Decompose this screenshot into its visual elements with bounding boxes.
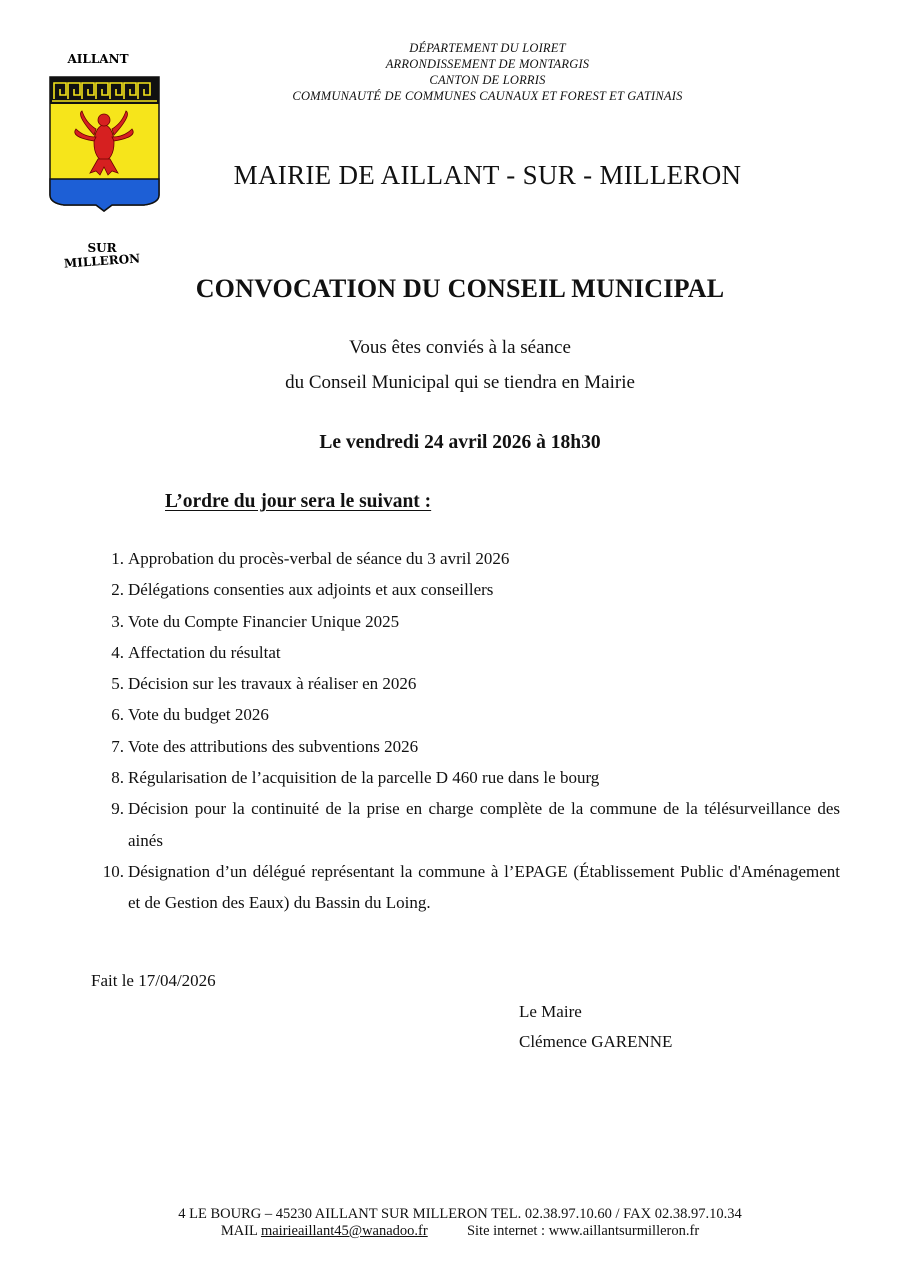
header-communaute: COMMUNAUTÉ DE COMMUNES CAUNAUX ET FOREST ET GATINAIS <box>292 89 683 103</box>
agenda-item <box>92 699 840 730</box>
agenda-item-text: Décision pour la continuité de la prise en charge complète de la commune de la télésurveillance des ainés <box>128 799 840 850</box>
intro-line-2: du Conseil Municipal qui se tiendra en Mairie <box>285 372 635 393</box>
agenda-item <box>92 793 840 856</box>
signature-name: Clémence GARENNE <box>519 1032 673 1051</box>
agenda-item <box>92 731 840 762</box>
agenda-item-number: 5. <box>111 674 124 694</box>
agenda-item <box>92 856 840 919</box>
document-title: CONVOCATION DU CONSEIL MUNICIPAL <box>195 274 725 303</box>
coat-of-arms <box>40 45 170 275</box>
footer-website: Site internet : www.aillantsurmilleron.fr <box>466 1223 700 1239</box>
agenda-item-text: Approbation du procès-verbal de séance du 3 avril 2026 <box>128 549 510 568</box>
agenda-item-text: Décision sur les travaux à réaliser en 2026 <box>128 674 417 694</box>
agenda-item-text: Délégations consenties aux adjoints et aux conseillers <box>128 580 494 600</box>
agenda-item <box>92 574 840 605</box>
agenda-item-number: 10. <box>102 861 124 881</box>
mairie-title: MAIRIE DE AILLANT - SUR - MILLERON <box>233 160 742 190</box>
header-departement: DÉPARTEMENT DU LOIRET <box>409 41 566 55</box>
shield-base <box>50 179 159 211</box>
agenda-item <box>92 668 840 699</box>
intro-line-1: Vous êtes conviés à la séance <box>349 337 571 358</box>
agenda-heading: L’ordre du jour sera le suivant : <box>165 491 432 512</box>
header-arrondissement: ARRONDISSEMENT DE MONTARGIS <box>385 57 590 71</box>
agenda-item-text: Vote du budget 2026 <box>128 705 269 725</box>
agenda-item-text: Affectation du résultat <box>128 642 281 662</box>
agenda-item-text: Régularisation de l’acquisition de la parcelle D 460 rue dans le bourg <box>128 768 600 788</box>
agenda-item-text: Vote des attributions des subventions 2026 <box>128 736 419 756</box>
agenda-item <box>92 606 840 637</box>
agenda-item-number: 9. <box>111 799 124 819</box>
agenda-item <box>92 543 840 574</box>
agenda-item-number: 8. <box>111 768 124 788</box>
issue-date: Fait le 17/04/2026 <box>91 971 216 990</box>
agenda-item-text: Vote du Compte Financier Unique 2025 <box>128 611 400 631</box>
agenda-item-number: 1. <box>111 549 124 568</box>
footer-mail-link[interactable]: mairieaillant45@wanadoo.fr <box>260 1223 428 1239</box>
agenda-item-number: 4. <box>111 642 124 662</box>
agenda-item <box>92 637 840 668</box>
crest-bottom-label-2: MILLERON <box>63 251 141 271</box>
footer-contact <box>100 1223 820 1240</box>
signature-role: Le Maire <box>519 1002 582 1021</box>
meeting-date: Le vendredi 24 avril 2026 à 18h30 <box>319 432 601 453</box>
agenda-item-number: 3. <box>111 611 124 631</box>
footer-address: 4 LE BOURG – 45230 AILLANT SUR MILLERON TEL. 02.38.97.10.60 / FAX 02.38.97.10.34 <box>178 1206 742 1222</box>
agenda-list <box>92 543 840 919</box>
agenda-item <box>92 762 840 793</box>
crest-bottom-label-1: SUR <box>87 241 117 255</box>
crest-top-label: AILLANT <box>67 52 129 66</box>
agenda-item-number: 7. <box>111 736 124 756</box>
agenda-item-text: Désignation d’un délégué représentant la commune à l’EPAGE (Établissement Public d'Aménagement et de Gestion des Eaux) du Bassin du Loing. <box>128 861 840 913</box>
agenda-item-number: 6. <box>111 705 124 725</box>
header-canton: CANTON DE LORRIS <box>429 73 546 87</box>
agenda-item-number: 2. <box>111 580 124 600</box>
footer-mail-label: MAIL <box>220 1223 258 1239</box>
